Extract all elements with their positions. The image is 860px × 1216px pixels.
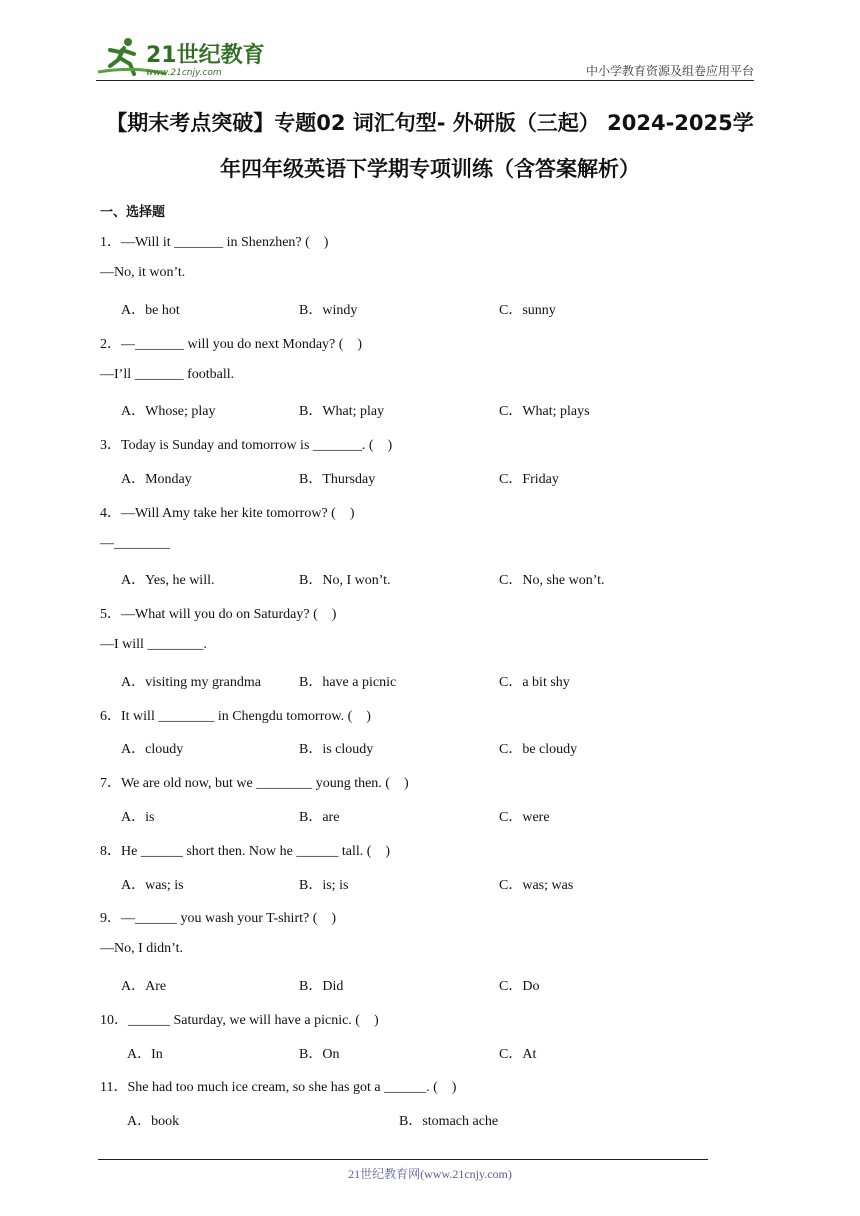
question-stem: 9．—______ you wash your T-shirt? ( ): [100, 911, 337, 926]
question-stem: 1．—Will it _______ in Shenzhen? ( ): [100, 235, 329, 250]
option-b: B．Thursday: [299, 472, 376, 487]
option-a: A．cloudy: [121, 742, 184, 757]
option-b: B．Did: [299, 979, 344, 994]
option-a: A．In: [127, 1047, 163, 1062]
option-a: A．visiting my grandma: [121, 675, 261, 690]
question-stem: 10．______ Saturday, we will have a picnic. ( ): [100, 1013, 379, 1028]
option-c: C．was; was: [499, 878, 574, 893]
question-stem: 4．—Will Amy take her kite tomorrow? ( ): [100, 506, 355, 521]
footer-divider: [98, 1159, 708, 1160]
question-stem: 7．We are old now, but we ________ young then. ( ): [100, 776, 409, 791]
option-b: B．is; is: [299, 878, 349, 893]
option-a: A．was; is: [121, 878, 184, 893]
option-a: A．Whose; play: [121, 404, 216, 419]
option-a: A．book: [127, 1114, 180, 1129]
logo-url: www.21cnjy.com: [146, 68, 222, 78]
option-b: B．is cloudy: [299, 742, 374, 757]
question-sub: —I’ll _______ football.: [100, 367, 235, 382]
option-b: B．What; play: [299, 404, 385, 419]
question-stem: 2．—_______ will you do next Monday? ( ): [100, 337, 363, 352]
question-stem: 3．Today is Sunday and tomorrow is _______. ( ): [100, 438, 393, 453]
header-divider: [96, 80, 754, 81]
site-tagline: 中小学教育资源及组卷应用平台: [585, 64, 754, 78]
option-a: A．Monday: [121, 472, 192, 487]
option-b: B．No, I won’t.: [299, 573, 391, 588]
option-b: B．On: [299, 1047, 340, 1062]
question-stem: 8．He ______ short then. Now he ______ tall. ( ): [100, 844, 391, 859]
document-title: [96, 100, 764, 192]
title-line-1: 【期末考点突破】专题02 词汇句型- 外研版（三起） 2024-2025学: [106, 111, 754, 135]
question-sub: —I will ________.: [100, 637, 207, 652]
option-c: C．No, she won’t.: [499, 573, 605, 588]
title-line-2: 年四年级英语下学期专项训练（含答案解析）: [220, 157, 640, 181]
option-c: C．were: [499, 810, 550, 825]
question-stem: 11．She had too much ice cream, so she has got a ______. ( ): [100, 1080, 457, 1095]
option-b: B．windy: [299, 303, 358, 318]
option-c: C．Friday: [499, 472, 559, 487]
question-sub: —No, it won’t.: [100, 265, 186, 280]
option-b: B．are: [299, 810, 340, 825]
option-c: C．At: [499, 1047, 537, 1062]
question-sub: —No, I didn’t.: [100, 941, 183, 956]
option-c: C．sunny: [499, 303, 556, 318]
option-a: A．Yes, he will.: [121, 573, 215, 588]
question-stem: 6．It will ________ in Chengdu tomorrow. ( ): [100, 709, 371, 724]
question-stem: 5．—What will you do on Saturday? ( ): [100, 607, 337, 622]
option-a: A．Are: [121, 979, 167, 994]
option-c: C．Do: [499, 979, 540, 994]
option-a: A．is: [121, 810, 155, 825]
option-a: A．be hot: [121, 303, 180, 318]
question-sub: —________: [100, 536, 170, 551]
option-c: C．be cloudy: [499, 742, 578, 757]
option-b: B．have a picnic: [299, 675, 397, 690]
option-c: C．a bit shy: [499, 675, 570, 690]
option-c: C．What; plays: [499, 404, 590, 419]
logo: [96, 36, 266, 80]
section-heading: 一、选择题: [100, 205, 166, 220]
logo-text: 21世纪教育: [146, 43, 265, 68]
option-b: B．stomach ache: [399, 1114, 499, 1129]
footer-text: 21世纪教育网(www.21cnjy.com): [348, 1167, 512, 1181]
